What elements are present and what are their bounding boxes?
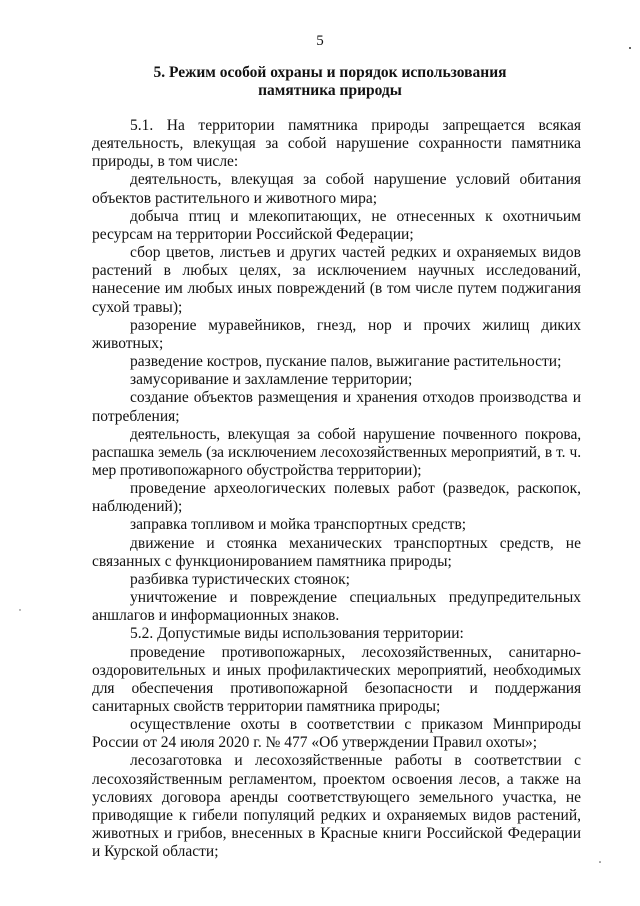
list-item: деятельность, влекущая за собой нарушение условий обитания объектов растительного и животного мира; — [92, 171, 581, 207]
list-item: уничтожение и повреждение специальных предупредительных аншлагов и информационных знаков. — [92, 589, 581, 625]
list-item: разорение муравейников, гнезд, нор и прочих жилищ диких животных; — [92, 316, 581, 352]
list-item: осуществление охоты в соответствии с приказом Минприроды России от 24 июля 2020 г. № 477 «Об утверждении Правил охоты»; — [92, 716, 581, 752]
section-heading-line-1: 5. Режим особой охраны и порядок использования — [153, 64, 507, 81]
page-number: 5 — [316, 33, 324, 49]
section-heading-line-2: памятника природы — [258, 82, 402, 99]
list-item: создание объектов размещения и хранения отходов производства и потребления; — [92, 389, 581, 425]
list-item: деятельность, влекущая за собой нарушение почвенного покрова, распашка земель (за исключением лесохозяйственных мероприятий, в т. ч. мер противопожарного обустройства территории); — [92, 425, 581, 479]
scan-speck — [19, 609, 20, 610]
list-item: проведение археологических полевых работ (разведок, раскопок, наблюдений); — [92, 480, 581, 516]
scan-speck — [599, 861, 601, 863]
paragraph: 5.1. На территории памятника природы запрещается всякая деятельность, влекущая за собой нарушение сохранности памятника природы, в том числе: — [92, 117, 581, 171]
section-heading — [90, 64, 570, 100]
list-item: разведение костров, пускание палов, выжигание растительности; — [130, 353, 562, 371]
list-item: движение и стоянка механических транспортных средств, не связанных с функционированием памятника природы; — [92, 534, 581, 570]
list-item: лесозаготовка и лесохозяйственные работы в соответствии с лесохозяйственным регламентом, проектом освоения лесов, а также на условиях договора аренды соответствующего земельного участка, не приводящие к гибели популяций редких и охраняемых видов растений, животных и грибов, внесенных в Красные книги Российской Федерации и Курской области; — [92, 752, 581, 861]
list-item: замусоривание и захламление территории; — [130, 371, 413, 389]
list-item: заправка топливом и мойка транспортных средств; — [130, 516, 467, 534]
list-item: проведение противопожарных, лесохозяйственных, санитарно-оздоровительных и иных профилактических мероприятий, необходимых для обеспечения противопожарной безопасности и поддержания санитарных свойств территории памятника природы; — [92, 643, 581, 715]
paragraph: 5.2. Допустимые виды использования территории: — [130, 625, 464, 643]
list-item: добыча птиц и млекопитающих, не отнесенных к охотничьим ресурсам на территории Российской Федерации; — [92, 207, 581, 243]
list-item: сбор цветов, листьев и других частей редких и охраняемых видов растений в любых целях, за исключением научных исследований, нанесение им любых иных повреждений (в том числе путем поджигания сухой травы); — [92, 244, 581, 316]
document-body — [92, 117, 581, 861]
list-item: разбивка туристических стоянок; — [130, 570, 350, 588]
